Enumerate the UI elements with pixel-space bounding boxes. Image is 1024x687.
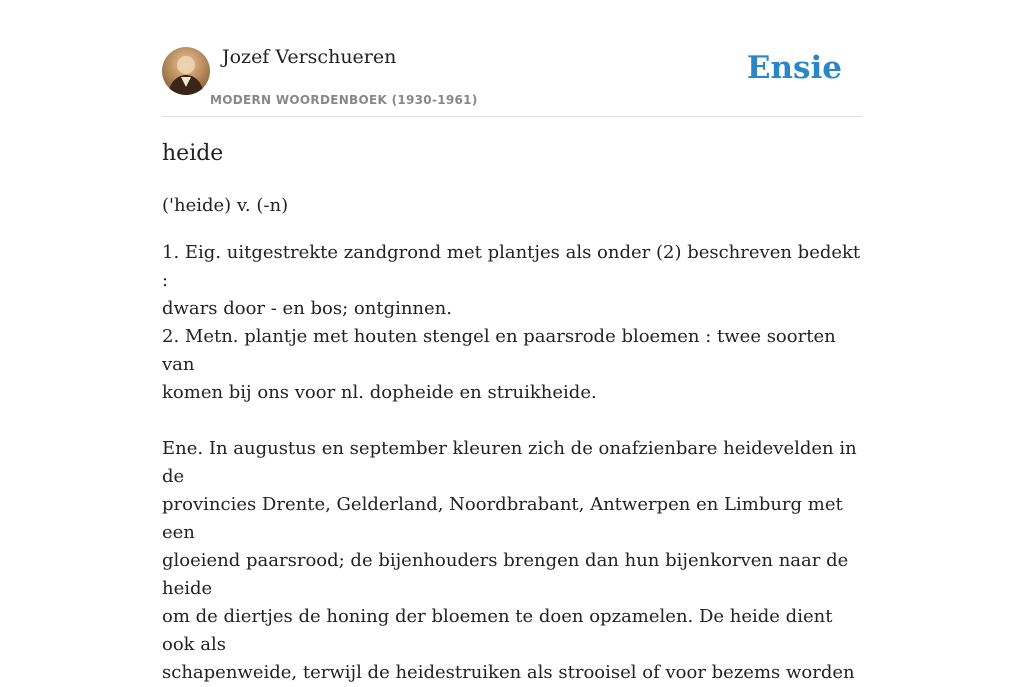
definition-line: schapenweide, terwijl de heidestruiken als strooisel of voor bezems worden	[162, 662, 855, 683]
source-label[interactable]: MODERN WOORDENBOEK (1930-1961)	[210, 93, 478, 107]
definition-text	[162, 239, 862, 687]
paragraph-gap	[162, 407, 862, 435]
portrait-icon	[162, 47, 210, 95]
author-name[interactable]: Jozef Verschueren	[222, 46, 397, 68]
headword: heide	[162, 141, 224, 166]
site-logo[interactable]: Ensie	[746, 50, 842, 86]
definition-line: gloeiend paarsrood; de bijenhouders brengen dan hun bijenkorven naar de heide	[162, 550, 849, 599]
pronunciation: ('heide) v. (-n)	[162, 195, 289, 216]
entry-header	[162, 0, 862, 117]
definition-line: om de diertjes de honing der bloemen te doen opzamelen. De heide dient ook als	[162, 606, 833, 655]
definition-line: 2. Metn. plantje met houten stengel en paarsrode bloemen : twee soorten van	[162, 326, 836, 375]
definition-line: 1. Eig. uitgestrekte zandgrond met plantjes als onder (2) beschreven bedekt :	[162, 242, 861, 291]
author-avatar[interactable]	[162, 47, 210, 95]
definition-line: komen bij ons voor nl. dopheide en struikheide.	[162, 382, 597, 403]
definition-line: dwars door - en bos; ontginnen.	[162, 298, 452, 319]
definition-line: Ene. In augustus en september kleuren zich de onafzienbare heidevelden in de	[162, 438, 857, 487]
definition-line: provincies Drente, Gelderland, Noordbrabant, Antwerpen en Limburg met een	[162, 494, 843, 543]
